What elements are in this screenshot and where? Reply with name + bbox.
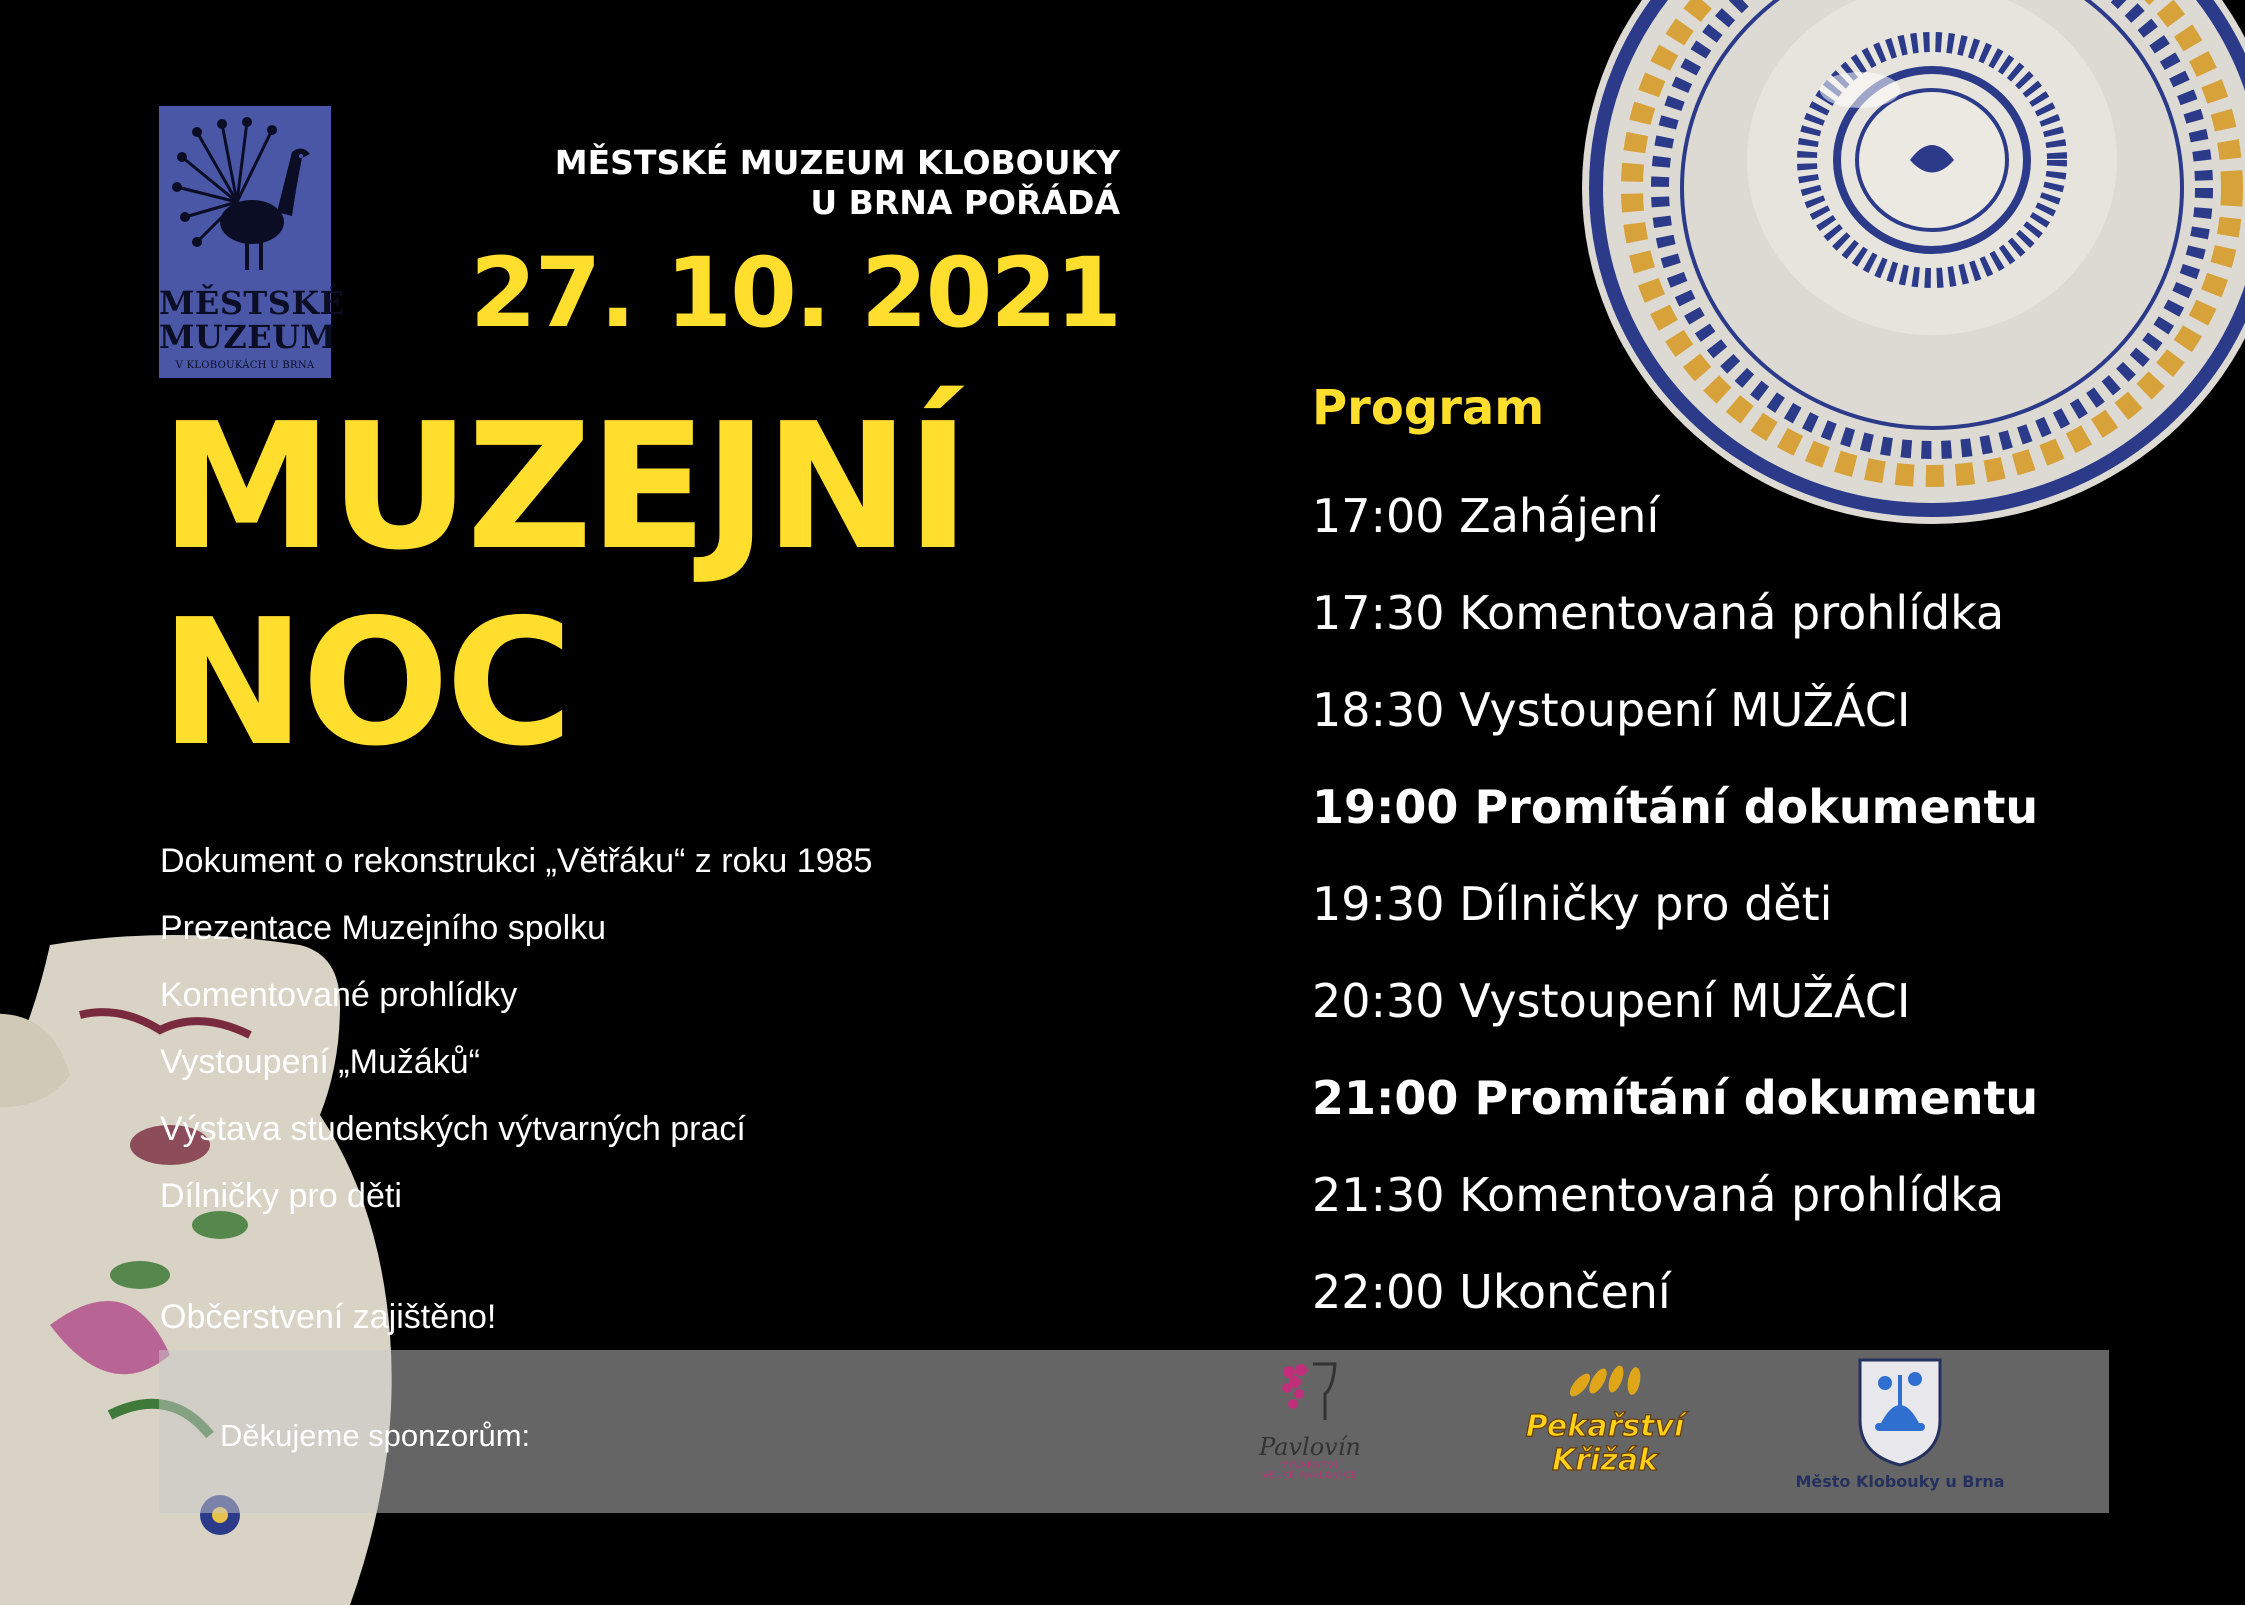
event-title	[160, 386, 967, 785]
ceramic-plate-image	[1560, 0, 2245, 540]
logo-text-line3: V KLOBOUKÁCH U BRNA	[175, 360, 315, 371]
highlight-item: Komentované prohlídky	[160, 976, 518, 1014]
sponsor-logo-krizak	[1505, 1365, 1705, 1500]
highlight-item: Prezentace Muzejního spolku	[160, 909, 607, 947]
program-schedule	[1312, 468, 2038, 1341]
schedule-item: 22:00 Ukončení	[1312, 1265, 1671, 1319]
museum-logo	[159, 106, 345, 378]
logo-text-line2: MUZEUM	[159, 318, 337, 356]
highlight-item: Dílničky pro děti	[160, 1177, 402, 1215]
schedule-item: 18:30 Vystoupení MUŽÁCI	[1312, 683, 1911, 737]
schedule-item-highlighted: 19:00 Promítání dokumentu	[1312, 780, 2039, 834]
highlight-item: Vystoupení „Mužáků“	[160, 1043, 480, 1081]
town-coat-of-arms-icon	[1855, 1355, 1945, 1467]
event-title-line1: MUZEJNÍ	[160, 386, 967, 589]
pavlovin-sub2: VELKÉ PAVLOVICE	[1262, 1471, 1358, 1481]
sponsor-logo-pavlovin	[1230, 1358, 1390, 1508]
logo-text-line1: MĚSTSKÉ	[159, 284, 345, 322]
highlight-item: Výstava studentských výtvarných prací	[160, 1110, 746, 1148]
sponsor-label: Děkujeme sponzorům:	[220, 1418, 531, 1453]
town-name: Město Klobouky u Brna	[1795, 1472, 2005, 1491]
schedule-item: 17:00 Zahájení	[1312, 489, 1660, 543]
program-heading: Program	[1312, 380, 1545, 436]
schedule-item-highlighted: 21:00 Promítání dokumentu	[1312, 1071, 2039, 1125]
schedule-item: 21:30 Komentovaná prohlídka	[1312, 1168, 2005, 1222]
pavlovin-sub1: VINAŘSTVÍ	[1281, 1461, 1339, 1471]
schedule-item: 17:30 Komentovaná prohlídka	[1312, 586, 2005, 640]
bakery-line1: Pekařství	[1525, 1409, 1685, 1444]
wine-glass-icon	[1275, 1358, 1345, 1428]
refreshments-note: Občerstvení zajištěno!	[160, 1298, 497, 1336]
organizer-text	[420, 143, 1120, 223]
wheat-icon	[1550, 1365, 1660, 1405]
highlights-list	[160, 828, 872, 1230]
schedule-item: 19:30 Dílničky pro děti	[1312, 877, 1833, 931]
event-title-line2: NOC	[160, 582, 570, 785]
highlight-item: Dokument o rekonstrukci „Větřáku“ z roku 1985	[160, 842, 873, 880]
event-date: 27. 10. 2021	[469, 237, 1120, 349]
pavlovin-name: Pavlovín	[1259, 1433, 1361, 1461]
organizer-line2: U BRNA POŘÁDÁ	[810, 183, 1120, 222]
sponsor-logo-town	[1790, 1355, 2010, 1505]
peacock-icon	[167, 112, 323, 282]
bakery-line2: Křižák	[1552, 1443, 1658, 1478]
schedule-item: 20:30 Vystoupení MUŽÁCI	[1312, 974, 1911, 1028]
organizer-line1: MĚSTSKÉ MUZEUM KLOBOUKY	[554, 143, 1120, 182]
